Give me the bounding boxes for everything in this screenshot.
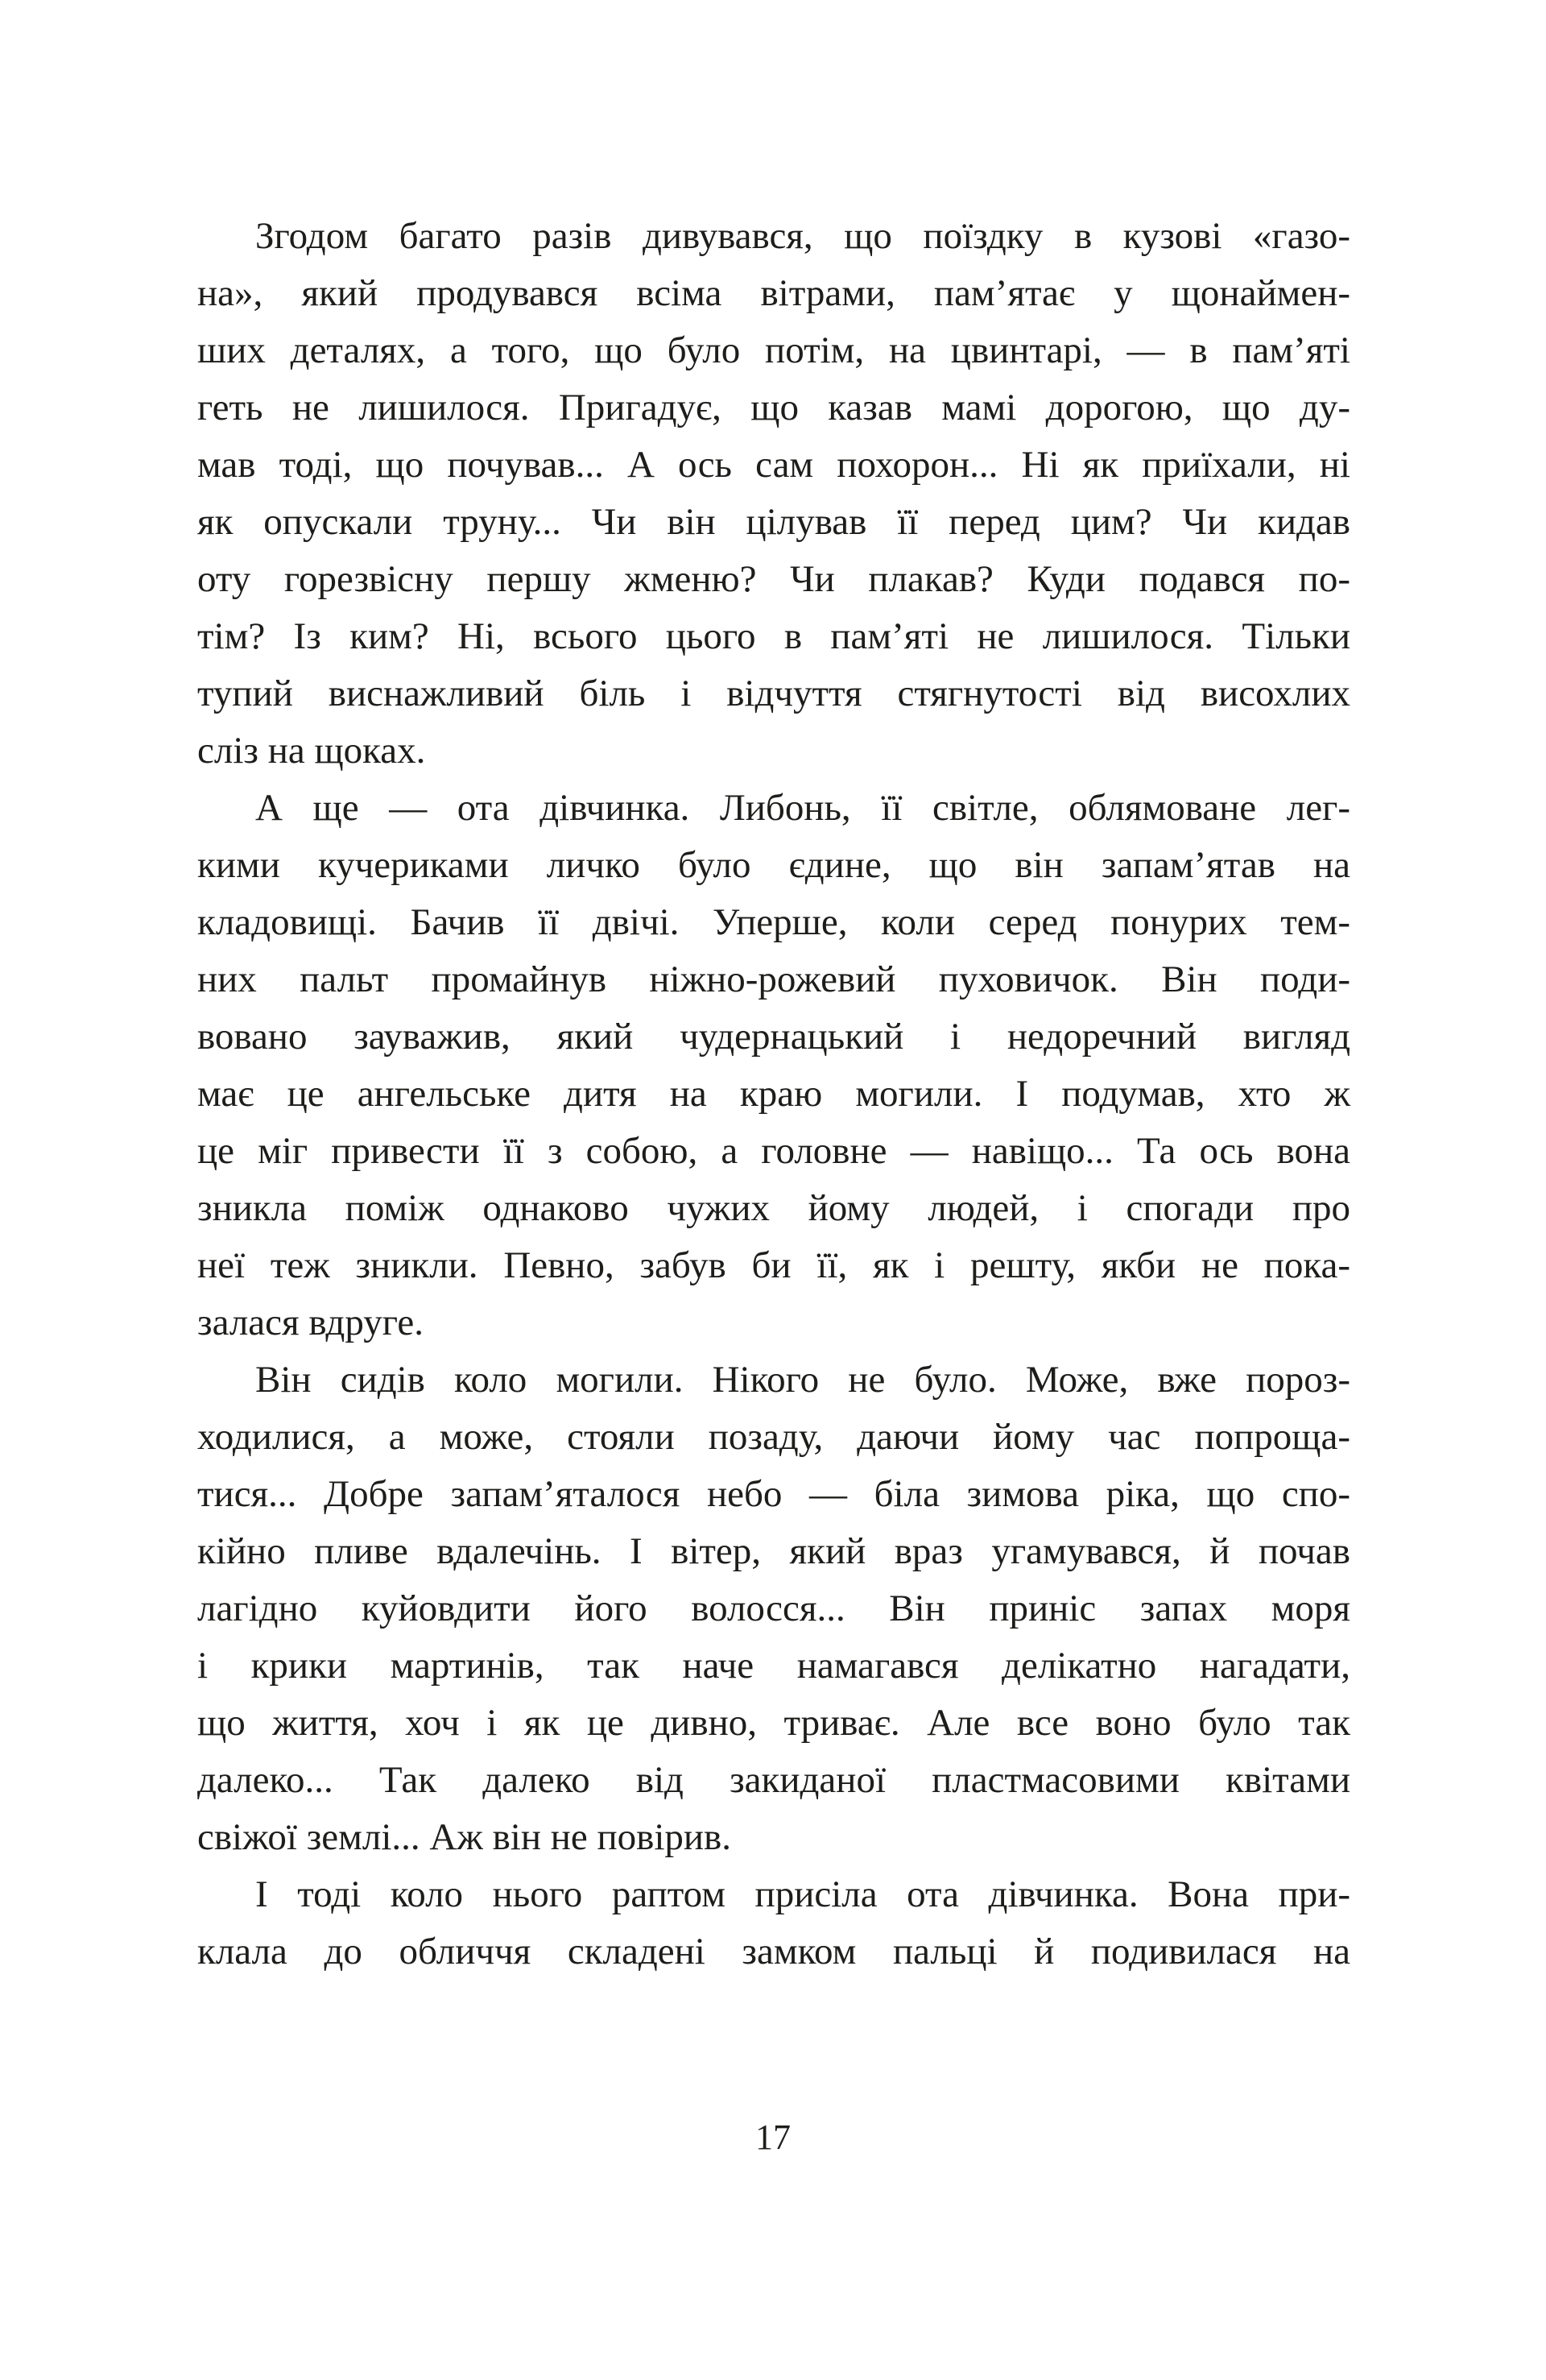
text-line: тупий виснажливий біль і відчуття стягнутості від висохлих xyxy=(197,673,1350,714)
text-line: має це ангельське дитя на краю могили. І подумав, хто ж xyxy=(197,1073,1350,1115)
text-line: неї теж зникли. Певно, забув би її, як і решту, якби не пока- xyxy=(197,1244,1350,1286)
paragraph xyxy=(197,208,1350,780)
text-line: це міг привести її з собою, а головне — навіщо... Та ось вона xyxy=(197,1130,1350,1172)
text-line: мав тоді, що почував... А ось сам похорон... Ні як приїхали, ні xyxy=(197,444,1350,486)
text-line: ходилися, а може, стояли позаду, даючи йому час попроща- xyxy=(197,1416,1350,1458)
text-line: далеко... Так далеко від закиданої пластмасовими квітами xyxy=(197,1759,1350,1801)
text-line: свіжої землі... Аж він не повірив. xyxy=(197,1816,731,1858)
text-line: Він сидів коло могили. Нікого не було. Може, вже пороз- xyxy=(255,1359,1350,1401)
paragraph xyxy=(197,1866,1350,1981)
text-line: як опускали труну... Чи він цілував її перед цим? Чи кидав xyxy=(197,501,1350,543)
text-line: зникла поміж однаково чужих йому людей, і спогади про xyxy=(197,1187,1350,1229)
text-line: клала до обличчя складені замком пальці й подивилася на xyxy=(197,1931,1350,1972)
text-line: залася вдруге. xyxy=(197,1302,424,1343)
text-line: кладовищі. Бачив її двічі. Уперше, коли серед понурих тем- xyxy=(197,901,1350,943)
text-line: Згодом багато разів дивувався, що поїздку в кузові «газо- xyxy=(255,215,1350,257)
text-line: і крики мартинів, так наче намагався делікатно нагадати, xyxy=(197,1645,1350,1687)
text-line: кійно пливе вдалечінь. І вітер, який враз угамувався, й почав xyxy=(197,1530,1350,1572)
text-line: тися... Добре запам’яталося небо — біла зимова ріка, що спо- xyxy=(197,1473,1350,1515)
text-line: геть не лишилося. Пригадує, що казав мамі дорогою, що ду- xyxy=(197,387,1350,428)
text-line: ших деталях, а того, що було потім, на цвинтарі, — в пам’яті xyxy=(197,329,1350,371)
text-line: вовано зауважив, який чудернацький і недоречний вигляд xyxy=(197,1016,1350,1058)
text-line: що життя, хоч і як це дивно, триває. Але все воно було так xyxy=(197,1702,1350,1744)
page-text xyxy=(197,208,1350,1981)
text-line: кими кучериками личко було єдине, що він запам’ятав на xyxy=(197,844,1350,886)
text-line: А ще — ота дівчинка. Либонь, її світле, облямоване лег- xyxy=(255,787,1350,829)
text-line: лагідно куйовдити його волосся... Він приніс запах моря xyxy=(197,1587,1350,1629)
text-line: тім? Із ким? Ні, всього цього в пам’яті не лишилося. Тільки xyxy=(197,615,1350,657)
paragraph xyxy=(197,780,1350,1351)
text-line: них пальт промайнув ніжно-рожевий пуховичок. Він поди- xyxy=(197,958,1350,1000)
text-line: на», який продувався всіма вітрами, пам’ятає у щонаймен- xyxy=(197,272,1350,314)
page-number: 17 xyxy=(755,2117,791,2157)
text-line: сліз на щоках. xyxy=(197,730,426,772)
text-line: оту горезвісну першу жменю? Чи плакав? Куди подався по- xyxy=(197,558,1350,600)
page-footer xyxy=(0,2117,1546,2159)
paragraph xyxy=(197,1351,1350,1866)
text-line: І тоді коло нього раптом присіла ота дівчинка. Вона при- xyxy=(255,1873,1350,1915)
